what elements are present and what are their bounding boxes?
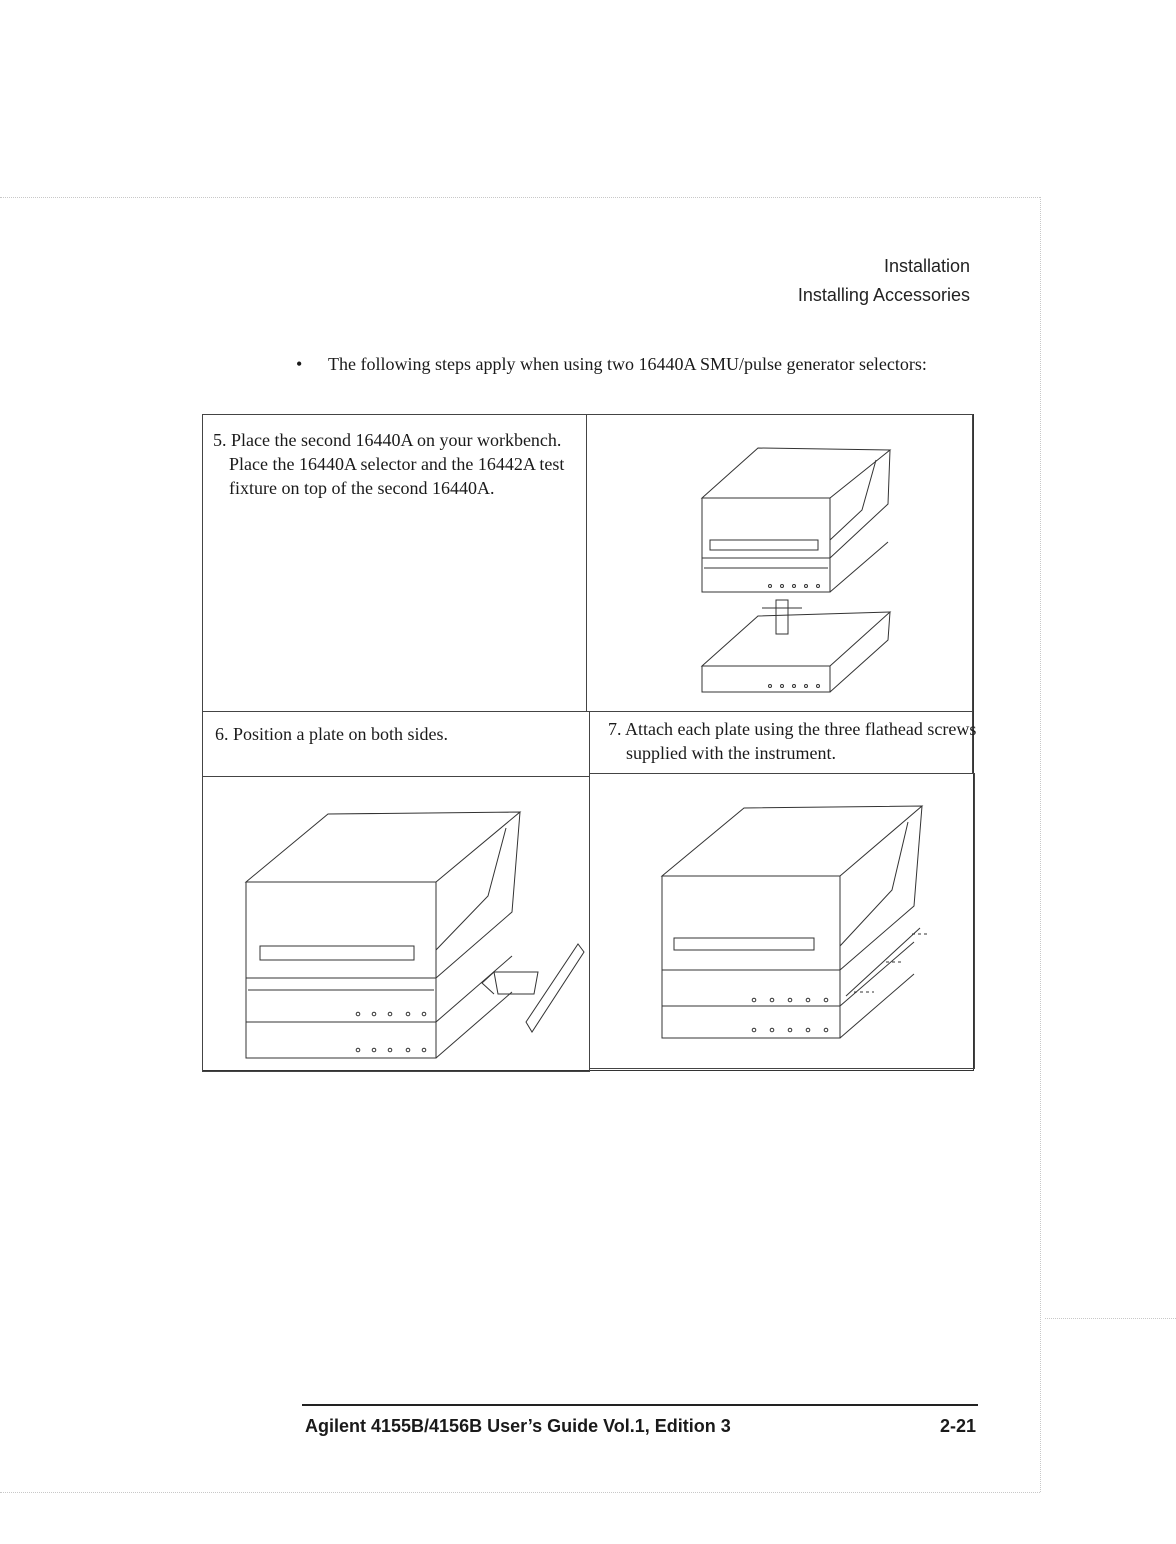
scan-edge-top xyxy=(0,197,1040,198)
stacked-selectors-illustration xyxy=(690,440,900,705)
bullet-marker: • xyxy=(296,354,303,374)
intro-bullet xyxy=(296,352,936,377)
step-5-text: 5. Place the second 16440A on your workbench. Place the 16440A selector and the 16442A test fixture on top of the second 16440A. xyxy=(213,430,565,498)
position-plate-illustration xyxy=(238,800,588,1065)
page-number: 2-21 xyxy=(939,1416,976,1436)
running-header-section: Installing Accessories xyxy=(797,285,970,305)
attach-plate-illustration xyxy=(650,798,950,1063)
scan-edge-bottom xyxy=(0,1492,1040,1493)
step-7-text: 7. Attach each plate using the three flathead screws supplied with the instrument. xyxy=(608,719,977,763)
scan-edge-right xyxy=(1040,197,1041,1492)
running-header-chapter: Installation xyxy=(883,256,970,276)
step-6-text: 6. Position a plate on both sides. xyxy=(215,724,448,744)
intro-text: The following steps apply when using two 16440A SMU/pulse generator selectors: xyxy=(328,354,927,374)
footer-title: Agilent 4155B/4156B User’s Guide Vol.1, Edition 3 xyxy=(305,1416,731,1436)
scan-edge-side-mark xyxy=(1045,1318,1176,1319)
footer-rule xyxy=(302,1404,978,1406)
